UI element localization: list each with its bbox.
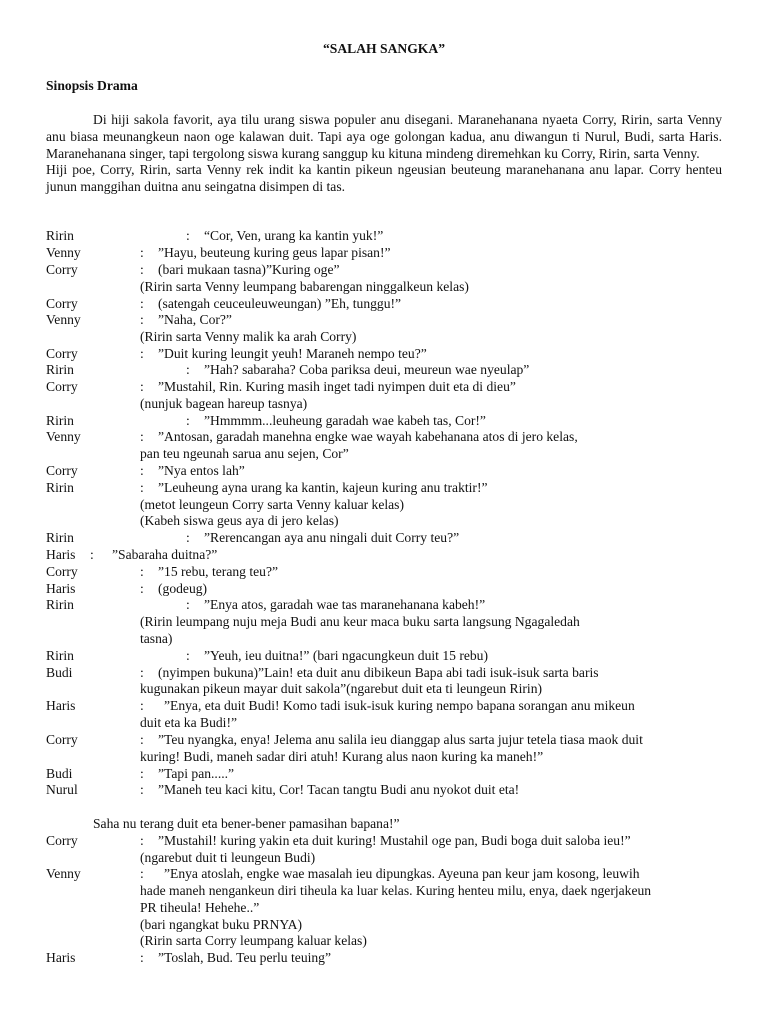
stage-direction-text: (nunjuk bagean hareup tasnya) <box>140 396 308 411</box>
stage-direction-text: (bari ngangkat buku PRNYA) <box>140 917 302 932</box>
speaker-name: Budi <box>46 665 73 680</box>
stage-direction-text: (Ririn leumpang nuju meja Budi anu keur maca buku sarta langsung Ngagaledah <box>140 614 580 629</box>
continuation-text: pan teu ngeunah sarua anu sejen, Cor” <box>140 446 349 461</box>
dialogue-text: ”Rerencangan aya anu ningali duit Corry teu?” <box>204 530 460 545</box>
dialogue-text: ”Hmmmm...leuheung garadah wae kabeh tas, Cor!” <box>204 413 486 428</box>
synopsis-heading: Sinopsis Drama <box>46 78 138 93</box>
speaker-name: Ririn <box>46 648 74 663</box>
dialogue-text: ”Toslah, Bud. Teu perlu teuing” <box>158 950 332 965</box>
speaker-name: Ririn <box>46 413 74 428</box>
dialogue-text: ”Sabaraha duitna?” <box>112 547 218 562</box>
dialogue-text: ”Naha, Cor?” <box>158 312 232 327</box>
line-colon: : <box>140 429 144 444</box>
speaker-name: Ririn <box>46 362 74 377</box>
line-colon: : <box>140 564 144 579</box>
line-colon: : <box>140 833 144 848</box>
dialogue-text: ”15 rebu, terang teu?” <box>158 564 279 579</box>
speaker-name: Corry <box>46 346 78 361</box>
line-colon: : <box>140 782 144 797</box>
dialogue-text: “Cor, Ven, urang ka kantin yuk!” <box>204 228 384 243</box>
speaker-name: Venny <box>46 429 81 444</box>
dialogue-text: ”Duit kuring leungit yeuh! Maraneh nempo teu?” <box>158 346 427 361</box>
dialogue-text: ”Enya atoslah, engke wae masalah ieu dipungkas. Ayeuna pan keur jam kosong, leuwih <box>164 866 640 881</box>
dialogue-text: ”Nya entos lah” <box>158 463 245 478</box>
line-colon: : <box>140 480 144 495</box>
line-colon: : <box>140 581 144 596</box>
stage-direction-text: tasna) <box>140 631 173 646</box>
speaker-name: Corry <box>46 379 78 394</box>
stage-direction-text: (Ririn sarta Corry leumpang kaluar kelas) <box>140 933 367 948</box>
speaker-name: Venny <box>46 312 81 327</box>
line-colon: : <box>90 547 94 562</box>
speaker-name: Ririn <box>46 597 74 612</box>
dialogue-text: ”Tapi pan.....” <box>158 766 235 781</box>
stage-direction-text: (Ririn sarta Venny leumpang babarengan ninggalkeun kelas) <box>140 279 469 294</box>
page-title: “SALAH SANGKA” <box>323 41 445 56</box>
line-colon: : <box>140 262 144 277</box>
dialogue-text: ”Teu nyangka, enya! Jelema anu salila ieu dianggap alus sarta jujur tetela tiasa maok duit <box>158 732 643 747</box>
dialogue-text: ”Leuheung ayna urang ka kantin, kajeun kuring anu traktir!” <box>158 480 488 495</box>
stage-direction-text: (Kabeh siswa geus aya di jero kelas) <box>140 513 339 528</box>
line-colon: : <box>140 732 144 747</box>
continuation-text: kugunakan pikeun mayar duit sakola”(ngarebut duit eta ti leungeun Ririn) <box>140 681 543 696</box>
dialogue-text: ”Yeuh, ieu duitna!” (bari ngacungkeun duit 15 rebu) <box>204 648 489 663</box>
line-colon: : <box>186 530 190 545</box>
line-colon: : <box>140 245 144 260</box>
continuation-text: kuring! Budi, maneh sadar diri atuh! Kurang alus naon kuring ka maneh!” <box>140 749 544 764</box>
dialogue-text: ”Enya atos, garadah wae tas maranehanana kabeh!” <box>204 597 486 612</box>
line-colon: : <box>186 413 190 428</box>
speaker-name: Ririn <box>46 530 74 545</box>
speaker-name: Haris <box>46 698 76 713</box>
stage-direction-text: (metot leungeun Corry sarta Venny kaluar kelas) <box>140 497 404 512</box>
synopsis-paragraph: Di hiji sakola favorit, aya tilu urang siswa populer anu disegani. Maranehanana nyaeta Corry, Ririn, sarta Venny anu biasa meunangkeun naon oge kalawan duit. Tapi aya oge golongan kadua, anu diwangun ti Nurul, Budi, sarta Haris. Maranehanana singer, tapi tergolong siswa kurang sanggup ku kituna mindeng diremehkan ku Corry, Ririn, sarta Venny. <box>46 112 722 161</box>
dialogue-text: ”Mustahil, Rin. Kuring masih inget tadi nyimpen duit eta di dieu” <box>158 379 516 394</box>
dialogue-text: (bari mukaan tasna)”Kuring oge” <box>158 262 340 277</box>
dialogue-text: ”Antosan, garadah manehna engke wae wayah kabehanana atos di jero kelas, <box>158 429 578 444</box>
line-colon: : <box>140 766 144 781</box>
speaker-name: Ririn <box>46 480 74 495</box>
speaker-name: Ririn <box>46 228 74 243</box>
narration-text: Saha nu terang duit eta bener-bener pamasihan bapana!” <box>93 816 400 831</box>
speaker-name: Corry <box>46 833 78 848</box>
speaker-name: Haris <box>46 950 76 965</box>
continuation-text: duit eta ka Budi!” <box>140 715 238 730</box>
speaker-name: Nurul <box>46 782 78 797</box>
dialogue-text: (godeug) <box>158 581 208 596</box>
dialogue-text: ”Hayu, beuteung kuring geus lapar pisan!” <box>158 245 391 260</box>
line-colon: : <box>140 296 144 311</box>
line-colon: : <box>140 312 144 327</box>
dialogue-text: ”Mustahil! kuring yakin eta duit kuring! Mustahil oge pan, Budi boga duit saloba ieu!” <box>158 833 631 848</box>
line-colon: : <box>186 362 190 377</box>
dialogue-text: ”Maneh teu kaci kitu, Cor! Tacan tangtu Budi anu nyokot duit eta! <box>158 782 520 797</box>
line-colon: : <box>140 463 144 478</box>
speaker-name: Corry <box>46 296 78 311</box>
line-colon: : <box>140 665 144 680</box>
speaker-name: Venny <box>46 245 81 260</box>
dialogue-text: (satengah ceuceuleuweungan) ”Eh, tunggu!” <box>158 296 402 311</box>
synopsis-paragraph: Hiji poe, Corry, Ririn, sarta Venny rek indit ka kantin pikeun ngeusian beuteung maranehanana anu lapar. Corry henteu junun manggihan duitna anu seingatna disimpen di tas. <box>46 162 722 195</box>
line-colon: : <box>186 597 190 612</box>
speaker-name: Corry <box>46 262 78 277</box>
speaker-name: Corry <box>46 463 78 478</box>
line-colon: : <box>186 228 190 243</box>
speaker-name: Haris <box>46 547 76 562</box>
speaker-name: Corry <box>46 564 78 579</box>
continuation-text: hade maneh nengankeun diri tiheula ka luar kelas. Kuring henteu milu, enya, daek ngerjakeun <box>140 883 652 898</box>
speaker-name: Budi <box>46 766 73 781</box>
continuation-text: PR tiheula! Hehehe..” <box>140 900 260 915</box>
line-colon: : <box>140 379 144 394</box>
dialogue-text: (nyimpen bukuna)”Lain! eta duit anu dibikeun Bapa abi tadi isuk-isuk sarta baris <box>158 665 599 680</box>
stage-direction-text: (ngarebut duit ti leungeun Budi) <box>140 850 316 865</box>
speaker-name: Corry <box>46 732 78 747</box>
line-colon: : <box>140 866 144 881</box>
line-colon: : <box>140 698 144 713</box>
line-colon: : <box>140 950 144 965</box>
dialogue-text: ”Hah? sabaraha? Coba pariksa deui, meureun wae nyeulap” <box>204 362 530 377</box>
speaker-name: Venny <box>46 866 81 881</box>
dialogue-text: ”Enya, eta duit Budi! Komo tadi isuk-isuk kuring nempo bapana sorangan anu mikeun <box>164 698 635 713</box>
synopsis-body <box>46 112 722 196</box>
speaker-name: Haris <box>46 581 76 596</box>
stage-direction-text: (Ririn sarta Venny malik ka arah Corry) <box>140 329 357 344</box>
line-colon: : <box>186 648 190 663</box>
line-colon: : <box>140 346 144 361</box>
